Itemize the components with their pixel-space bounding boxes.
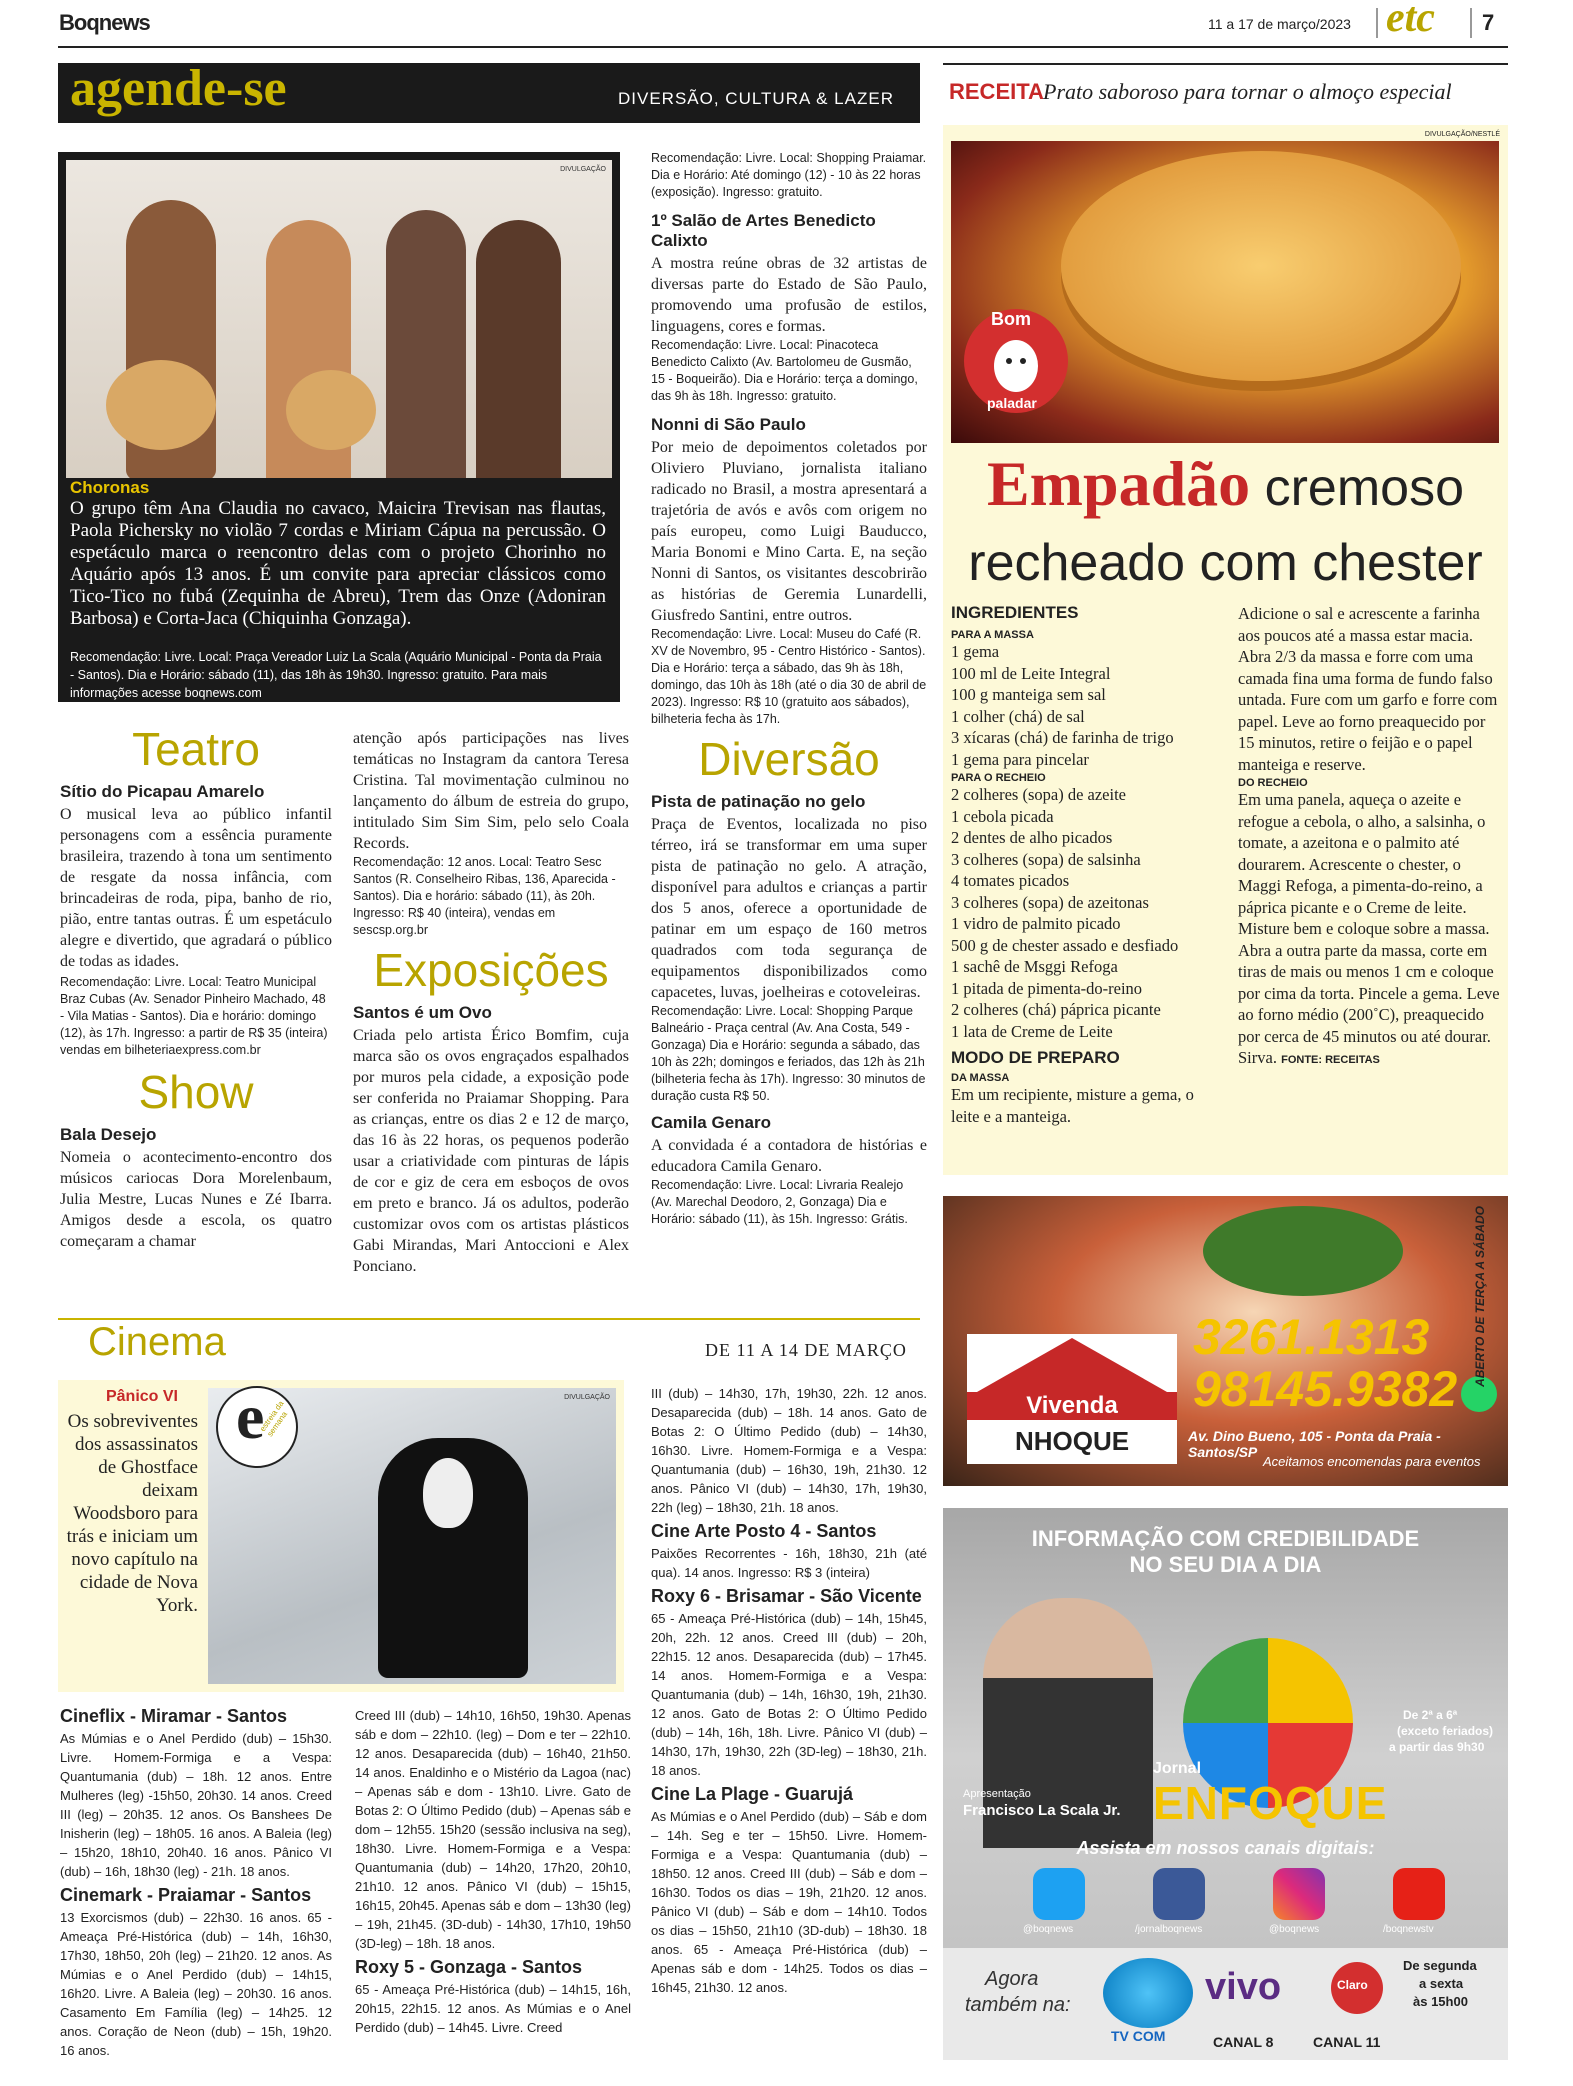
show-cont-text: atenção após participações nas lives temáticas no Instagram da cantora Teresa Cristina. Tal movimentação culminou no lançamento do álbum de estreia do grupo, intitulado Sim Sim Sim, pelo selo Coala Records. — [353, 730, 629, 852]
recipe-title-line2: recheado com chester — [968, 534, 1483, 592]
teatro-title: Teatro — [132, 723, 260, 775]
ingredient: 1 gema para pincelar — [951, 749, 1089, 769]
brand-logo: Boqnews — [59, 10, 150, 35]
facebook-icon[interactable] — [1153, 1868, 1205, 1920]
agora-text-2: também na: — [965, 1994, 1071, 2016]
cinema-feature-name: Pânico VI — [105, 1388, 178, 1405]
recipe-tagline: Prato saboroso para tornar o almoço especial — [1043, 79, 1452, 104]
ingredient: 2 colheres (chá) páprica picante — [951, 1000, 1161, 1019]
ingredient: 1 vidro de palmito picado — [951, 914, 1121, 933]
diversao-title: Diversão — [698, 733, 880, 785]
enfoque-headline1: INFORMAÇÃO COM CREDIBILIDADE — [1031, 1526, 1420, 1551]
enfoque-schedule3: a partir das 9h30 — [1389, 1740, 1485, 1754]
handle-youtube: /boqnewstv — [1383, 1924, 1434, 1935]
choronas-photo — [66, 160, 612, 478]
choronas-feature — [58, 152, 620, 702]
recipe-title-rest: cremoso — [1250, 459, 1465, 517]
expo-item1-text: Criada pelo artista Érico Bomfim, cuja marca são os ovos engraçados espalhados por muros pela cidade, a exposição pode ser conferida no Praiamar Shopping. Para as crianças, entre os dias 2 e 12 de março, das 16 às 22 horas, os pequenos poderão usar a criatividade com pinturas de lápis de cor e giz de cera em esboços de ovos em preto e branco. Já os adultos, poderão customizar ovos com os artistas plásticos Gabi Mirandas, Mari Antoccioni e Alex Ponciano. — [353, 1027, 629, 1275]
preparo-text-2 — [1238, 789, 1500, 1072]
vivenda-brand2: NHOQUE — [1014, 1426, 1130, 1456]
recheio-list — [951, 784, 1221, 1042]
cinema-photo-credit: DIVULGAÇÃO — [564, 1394, 610, 1401]
vivenda-logo — [967, 1334, 1177, 1464]
presenter-name: Francisco La Scala Jr. — [963, 1802, 1121, 1819]
section-logo: etc — [1386, 0, 1435, 41]
ingredient: 2 dentes de alho picados — [951, 828, 1113, 847]
vivenda-phone2[interactable]: 98145.9382 — [1193, 1361, 1458, 1417]
ingredient: 100 ml de Leite Integral — [951, 663, 1111, 683]
enfoque-schedule2: (exceto feriados) — [1397, 1724, 1494, 1738]
preparo-text-2-body: Em uma panela, aqueça o azeite e refogue a cebola, o alho, a salsinha, o tomate, a azeitona e o palmito até dourarem. Acrescente o chester, o Maggi Refoga, a pimenta-do-reino, a páprica picante e o Creme de leite. Misture bem e coloque sobre a massa. Abra a outra parte da massa, corte em tiras de mais ou menos 1 cm e coloque por cima da torta. Pincele a gema. Leve ao forno médio (200˚C), preaquecido por cerca de 45 minutos ou até dourar. Sirva. — [1238, 790, 1500, 1067]
recipe-box — [943, 63, 1508, 1175]
recipe-label: RECEITA — [949, 79, 1044, 104]
instagram-icon[interactable] — [1273, 1868, 1325, 1920]
vivenda-vertical: ABERTO DE TERÇA A SÁBADO — [1473, 1206, 1487, 1387]
segunda-text-2: a sexta — [1419, 1976, 1464, 1991]
presenter-label: Apresentação — [963, 1788, 1031, 1800]
tvcom-logo — [1103, 1958, 1193, 2028]
vivenda-ad[interactable] — [943, 1196, 1508, 1486]
cinema-col-1 — [60, 1702, 332, 2060]
ingredient: 3 colheres (sopa) de salsinha — [951, 849, 1141, 869]
handle-facebook: /jornalboqnews — [1135, 1924, 1203, 1935]
agenda-banner — [58, 60, 920, 123]
vivo-logo: vivo — [1205, 1966, 1282, 2008]
diversao-item2-info: Recomendação: Livre. Local: Livraria Realejo (Av. Marechal Deodoro, 2, Gonzaga) Dia e Horário: sábado (11), às 15h. Ingresso: Grátis. — [651, 1178, 908, 1226]
cinema-venue: Roxy 6 - Brisamar - São Vicente — [651, 1586, 922, 1606]
vivenda-phone1[interactable]: 3261.1313 — [1193, 1309, 1430, 1365]
expo-item1-info: Recomendação: Livre. Local: Shopping Praiamar. Dia e Horário: Até domingo (12) - 10 às 22 horas (exposição). Ingresso: gratuito. — [651, 151, 927, 199]
musician-4 — [476, 220, 561, 478]
segunda-text: De segunda — [1403, 1958, 1477, 1973]
ingredients-column — [951, 603, 1221, 1127]
expo-item3-text: Por meio de depoimentos coletados por Oliviero Pluviano, jornalista italiano radicado no Brasil, a mostra apresentará a trajetória de avós e avôs com origem no país europeu, como Luigi Bauducco, Maria Bonomi e Mino Carta. E, na seção Nonni di Santos, os visitantes descobrirão as histórias de Geremia Lunardelli, Giusfredo Santini, entre outros. — [651, 439, 927, 624]
handle-twitter: @boqnews — [1023, 1924, 1074, 1935]
cinema-feature — [58, 1380, 624, 1692]
teatro-item-title: Sítio do Picapau Amarelo — [60, 782, 265, 801]
ingredient: 1 lata de Creme de Leite — [951, 1021, 1113, 1041]
page-number: 7 — [1482, 10, 1495, 35]
enfoque-ad[interactable] — [943, 1508, 1508, 2060]
ingredient: 1 sachê de Msggi Refoga — [951, 957, 1118, 976]
claro-label: Claro — [1337, 1978, 1368, 1992]
diversao-item2-text: A convidada é a contadora de histórias e educadora Camila Genaro. — [651, 1137, 927, 1175]
recipe-source: FONTE: RECEITAS — [1281, 1054, 1380, 1066]
social-icons — [1023, 1868, 1453, 1938]
modo-heading: MODO DE PREPARO — [951, 1048, 1120, 1067]
cinema-venue: Cinemark - Praiamar - Santos — [60, 1885, 312, 1905]
feature-name: Choronas — [70, 478, 150, 497]
segunda-text-3: às 15h00 — [1413, 1994, 1468, 2009]
canal8-label: CANAL 8 — [1213, 2034, 1274, 2050]
cinema-schedule: 65 - Ameaça Pré-Histórica (dub) – 14h, 15h45, 20h, 22h. 12 anos. Creed III (dub) – 20h, 22h15. 12 anos. Desaparecida (dub) – 17h45. 14 anos. Homem-Formiga e a Vespa: Quantumania (dub) – 14h, 16h30, 19h, 21h30. 12 anos. Gato de Botas 2: O Último Pedido (dub) – 14h, 16h, 18h. Livre. Pânico VI (dub) – 14h30, 17h, 19h30, 22h (3D-leg) – 18h30, 21h. 18 anos. — [651, 1611, 927, 1778]
massa-list — [951, 641, 1221, 770]
mid-column — [353, 728, 629, 1277]
cinema-title: Cinema — [88, 1320, 226, 1364]
ingredient: 500 g de chester assado e desfiado — [951, 935, 1179, 955]
agora-text: Agora — [985, 1968, 1039, 1990]
right-agenda-column — [651, 150, 927, 1228]
vivenda-note: Aceitamos encomendas para eventos — [1263, 1454, 1481, 1469]
cinema-schedule: 65 - Ameaça Pré-Histórica (dub) – 14h15, 16h, 20h15, 22h15. 12 anos. As Múmias e o Anel Perdido (dub) – 14h45. Livre. Creed — [355, 1982, 631, 2035]
diversao-item2-title: Camila Genaro — [651, 1113, 771, 1132]
cinema-schedule: 13 Exorcismos (dub) – 22h30. 16 anos. 65 - Ameaça Pré-Histórica (dub) – 14h, 16h30, 17h30, 18h50, 20h (leg) – 21h20. 12 anos. As Múmias e o Anel Perdido (dub) – 14h15, 16h20. Livre. A Baleia (leg) – 20h30. 16 anos. Casamento Em Família (leg) – 14h25. 12 anos. Coração de Neon (dub) – 15h, 19h20. 16 anos. — [60, 1910, 332, 2058]
cinema-col-3 — [651, 1384, 927, 1997]
enfoque-brand: ENFOQUE — [1153, 1777, 1388, 1829]
ingredient: 3 xícaras (chá) de farinha de trigo — [951, 728, 1174, 747]
cinema-feature-text: Os sobreviventes dos assassinatos de Ghostface deixam Woodsboro para trás e iniciam um novo capítulo na cidade de Nova York. — [66, 1411, 198, 1616]
ghostface-mask-icon — [423, 1458, 473, 1528]
vivenda-brand1: Vivenda — [967, 1392, 1177, 1420]
agenda-title: agende-se — [70, 60, 287, 117]
ingredient: 1 gema — [951, 642, 1000, 661]
preparo-column — [1238, 603, 1500, 1072]
expo-item3-info: Recomendação: Livre. Local: Museu do Café (R. XV de Novembro, 95 - Centro Histórico - Santos). Dia e Horário: terça a sábado, das 9h às 18h, domingo, das 10h às 18h (até o dia 30 de abril de 2023). Ingresso: R$ 10 (gratuito aos sábados), bilheteria fecha às 17h. — [651, 627, 927, 726]
bom-paladar-badge — [961, 291, 1071, 431]
da-massa-text: Em um recipiente, misture a gema, o leite e a manteiga. — [951, 1085, 1194, 1126]
ingredients-heading: INGREDIENTES — [951, 603, 1079, 622]
show-item-text: Nomeia o acontecimento-encontro dos músicos cariocas Dora Morelenbaum, Julia Mestre, Lucas Nunes e Zé Ibarra. Amigos desde a escola, os quatro começaram a chamar — [60, 1149, 332, 1250]
guitar-icon-2 — [286, 370, 376, 450]
preparo-text-1: Adicione o sal e acrescente a farinha aos poucos até a massa estar macia. Abra 2/3 da massa e forre com uma camada fina uma forma de fundo falso untada. Fure com um garfo e forre com papel. Leve ao forno preaquecido por 15 minutos, retire o feijão e o papel manteiga e reserve. — [1238, 604, 1498, 774]
twitter-icon[interactable] — [1033, 1868, 1085, 1920]
channels-text: Assista em nossos canais digitais: — [1076, 1838, 1375, 1858]
da-massa-heading: DA MASSA — [951, 1072, 1010, 1084]
recipe-header — [943, 63, 1508, 125]
recipe-credit: DIVULGAÇÃO/NESTLÉ — [1424, 131, 1500, 138]
handle-instagram: @boqnews — [1269, 1924, 1320, 1935]
expo-item1-title: Santos é um Ovo — [353, 1003, 492, 1022]
basil-leaves — [1203, 1206, 1403, 1296]
recipe-title — [943, 447, 1508, 521]
cinema-venue: Cineflix - Miramar - Santos — [60, 1706, 288, 1726]
ingredient: 1 cebola picada — [951, 806, 1054, 826]
diversao-item1-title: Pista de patinação no gelo — [651, 792, 866, 811]
massa-heading: PARA A MASSA — [951, 629, 1034, 641]
enfoque-headline2: NO SEU DIA A DIA — [1129, 1552, 1322, 1577]
badge-bottom: paladar — [987, 395, 1037, 411]
do-recheio-heading: DO RECHEIO — [1238, 777, 1308, 789]
ingredient: 1 pitada de pimenta-do-reino — [951, 978, 1143, 998]
channels-bar — [943, 1948, 1508, 2060]
feature-info: Recomendação: Livre. Local: Praça Vereador Luiz La Scala (Aquário Municipal - Ponta da Praia - Santos). Dia e Horário: sábado (11), das 18h às 19h30. Ingresso: gratuito. Para mais informações acesse boqnews.com — [70, 650, 602, 700]
header-rule — [58, 46, 1508, 48]
header-divider-2 — [1470, 8, 1472, 38]
badge-letter: e — [236, 1381, 265, 1452]
agenda-subtitle: DIVERSÃO, CULTURA & LAZER — [618, 89, 894, 108]
cinema-schedule: III (dub) – 14h30, 17h, 19h30, 22h. 12 anos. Desaparecida (dub) – 18h. 14 anos. Gato de Botas 2: O Último Pedido (dub) – 14h30, 16h30. Livre. Homem-Formiga e a Vespa: Quantumania (dub) – 16h30, 19h, 21h30. 12 anos. Pânico VI (dub) – 14h30, 17h, 19h30, 22h (leg) – 18h30, 21h. 18 anos. — [651, 1386, 927, 1515]
cinema-schedule: As Múmias e o Anel Perdido (dub) – 15h30. Livre. Homem-Formiga e a Vespa: Quantumania (dub) – 18h. 12 anos. Entre Mulheres (leg) -15h50, 20h30. 14 anos. Creed III (leg) – 20h35. 12 anos. Os Banshees De Inisherin (leg) – 18h05. 16 anos. A Baleia (leg) – 15h20, 18h10, 20h40. 16 anos. Pânico VI (dub) – 16h, 18h30 (leg) - 21h. 18 anos. — [60, 1731, 332, 1879]
expo-item2-info: Recomendação: Livre. Local: Pinacoteca Benedicto Calixto (Av. Bartolomeu de Gusmão, 15 - Boqueirão). Dia e Horário: terça a domingo, das 9h às 18h. Ingresso: gratuito. — [651, 338, 918, 403]
cinema-col-2 — [355, 1706, 631, 2037]
diversao-item1-text: Praça de Eventos, localizada no piso térreo, irá se transformar em uma super pista de patinação no gelo. A atração, disponível para adultos e crianças a partir dos 5 anos, oferece a oportunidade de patinar em um espaço de 160 metros quadrados com toda segurança de equipamentos disponibilizados como capacetes, luvas, joelheiras e cotoveleiras. — [651, 816, 927, 1001]
ingredient: 3 colheres (sopa) de azeitonas — [951, 892, 1149, 912]
ingredient: 100 g manteiga sem sal — [951, 685, 1106, 704]
ingredient: 4 tomates picados — [951, 871, 1070, 890]
recipe-title-red: Empadão — [986, 448, 1251, 519]
guitar-icon — [106, 360, 216, 450]
cinema-schedule: As Múmias e o Anel Perdido (dub) – Sáb e dom – 14h. Seg e ter – 15h50. Livre. Homem-Formiga e a Vespa: Quantumania (dub) – 18h50. 12 anos. Creed III (dub) – Sáb e dom – 16h30. Todos os dias – 19h, 21h20. 12 anos. Pânico VI (dub) – Sáb e dom – 14h10. Todos os dias – 15h50, 21h10 (3D-dub) – 18h30. 18 anos. 65 - Ameaça Pré-Histórica (dub) – Apenas sáb e dom - 14h25. Todos os dias – 16h45, 21h30. 12 anos. — [651, 1809, 927, 1995]
youtube-icon[interactable] — [1393, 1868, 1445, 1920]
cinema-dates: DE 11 A 14 DE MARÇO — [705, 1340, 907, 1360]
canal11-label: CANAL 11 — [1313, 2034, 1381, 2050]
enfoque-schedule: De 2ª a 6ª — [1403, 1708, 1458, 1722]
ingredient: 2 colheres (sopa) de azeite — [951, 785, 1126, 804]
musician-3 — [386, 210, 466, 478]
teatro-item-text: O musical leva ao público infantil personagens com a essência puramente brasileira, trazendo à tona um sentimento de resgate da nossa infância, com brincadeiras de roda, pipa, banho de rio, pião, entre tantas outras. É um espetáculo alegre e divertido, que agradará o público de todas as idades. — [60, 806, 332, 970]
diversao-item1-info: Recomendação: Livre. Local: Shopping Parque Balneário - Praça central (Av. Ana Costa, 549 - Gonzaga) Dia e Horário: segunda a sábado, das 10h às 22h; domingos e feriados, das 12h às 21h (bilheteria fecha às 17h). Ingresso: 30 minutos de duração custa R$ 50. — [651, 1004, 926, 1103]
cinema-schedule: Paixões Recorrentes - 16h, 18h30, 21h (até qua). 14 anos. Ingresso: R$ 3 (inteira) — [651, 1546, 927, 1580]
photo-credit: DIVULGAÇÃO — [560, 166, 606, 173]
tvcom-label: TV COM — [1111, 2028, 1166, 2044]
cinema-venue: Cine Arte Posto 4 - Santos — [651, 1521, 877, 1541]
teatro-item-info: Recomendação: Livre. Local: Teatro Municipal Braz Cubas (Av. Senador Pinheiro Machado, 48 - Vila Matias - Santos). Dia e horário: domingo (12), às 17h. Ingresso: a partir de R$ 35 (inteira) vendas em bilheteriaexpress.com.br — [60, 975, 328, 1057]
recheio-heading: PARA O RECHEIO — [951, 772, 1046, 784]
vivenda-address: Av. Dino Bueno, 105 - Ponta da Praia - Santos/SP — [1188, 1428, 1441, 1460]
recipe-photo — [951, 141, 1499, 443]
badge-top: Bom — [991, 309, 1031, 329]
exposicoes-title: Exposições — [373, 944, 609, 996]
issue-date: 11 a 17 de março/2023 — [1208, 16, 1351, 32]
header-divider — [1376, 8, 1378, 38]
teatro-section — [60, 722, 332, 1252]
cinema-venue: Roxy 5 - Gonzaga - Santos — [355, 1957, 583, 1977]
jornal-label: Jornal — [1153, 1760, 1202, 1777]
pie-shape — [1061, 151, 1461, 381]
expo-item2-text: A mostra reúne obras de 32 artistas de diversas parte do Estado de São Paulo, promovendo uma profusão de estilos, linguagens, cores e formas. — [651, 255, 927, 335]
show-item-title: Bala Desejo — [60, 1125, 157, 1144]
expo-item2-title: 1º Salão de Artes Benedicto Calixto — [651, 211, 876, 250]
ingredient: 1 colher (chá) de sal — [951, 706, 1085, 726]
cinema-venue: Cine La Plage - Guarujá — [651, 1784, 854, 1804]
cinema-schedule: Creed III (dub) – 14h10, 16h50, 19h30. Apenas sáb e dom – 22h10. (leg) – Dom e ter – 22h10. 12 anos. Desaparecida (dub) – 16h40, 21h50. 14 anos. Enaldinho e o Mistério da Lagoa (nac) – Apenas sáb e dom - 13h10. Livre. Gato de Botas 2: O Último Pedido (dub) – Apenas sáb e dom – 12h55. 15h20 (sessão inclusiva na seg), 18h30. Livre. Homem-Formiga e a Vespa: Quantumania (dub) – 14h20, 17h20, 20h10, 21h10. 12 anos. Pânico VI (dub) – 15h15, 16h15, 20h45. Apenas sáb e dom – 13h30 (leg) – 19h, 21h45. (3D-dub) - 14h30, 17h10, 19h50 (3D-leg) – 18h. 18 anos. — [355, 1708, 631, 1951]
feature-text: O grupo têm Ana Claudia no cavaco, Maicira Trevisan nas flautas, Paola Pichersky no violão 7 cordas e Miriam Cápua na percussão. O espetáculo marca o reencontro delas com o projeto Chorinho no Aquário após 13 anos. É um convite para apreciar clássicos como Tico-Tico no fubá (Zequinha de Abreu), Trem das Onze (Adoniran Barbosa) e Corta-Jaca (Chiquinha Gonzaga). — [70, 498, 606, 629]
estreia-badge — [216, 1381, 298, 1468]
show-title: Show — [138, 1066, 254, 1118]
house-icon — [967, 1334, 1177, 1394]
show-cont-info: Recomendação: 12 anos. Local: Teatro Sesc Santos (R. Conselheiro Ribas, 136, Aparecida - Santos). Dia e horário: sábado (11), às 20h. Ingresso: R$ 40 (inteira), vendas em sescsp.org.br — [353, 855, 616, 937]
badge-text: estreia da semana — [258, 1399, 290, 1439]
expo-item3-title: Nonni di São Paulo — [651, 415, 806, 434]
